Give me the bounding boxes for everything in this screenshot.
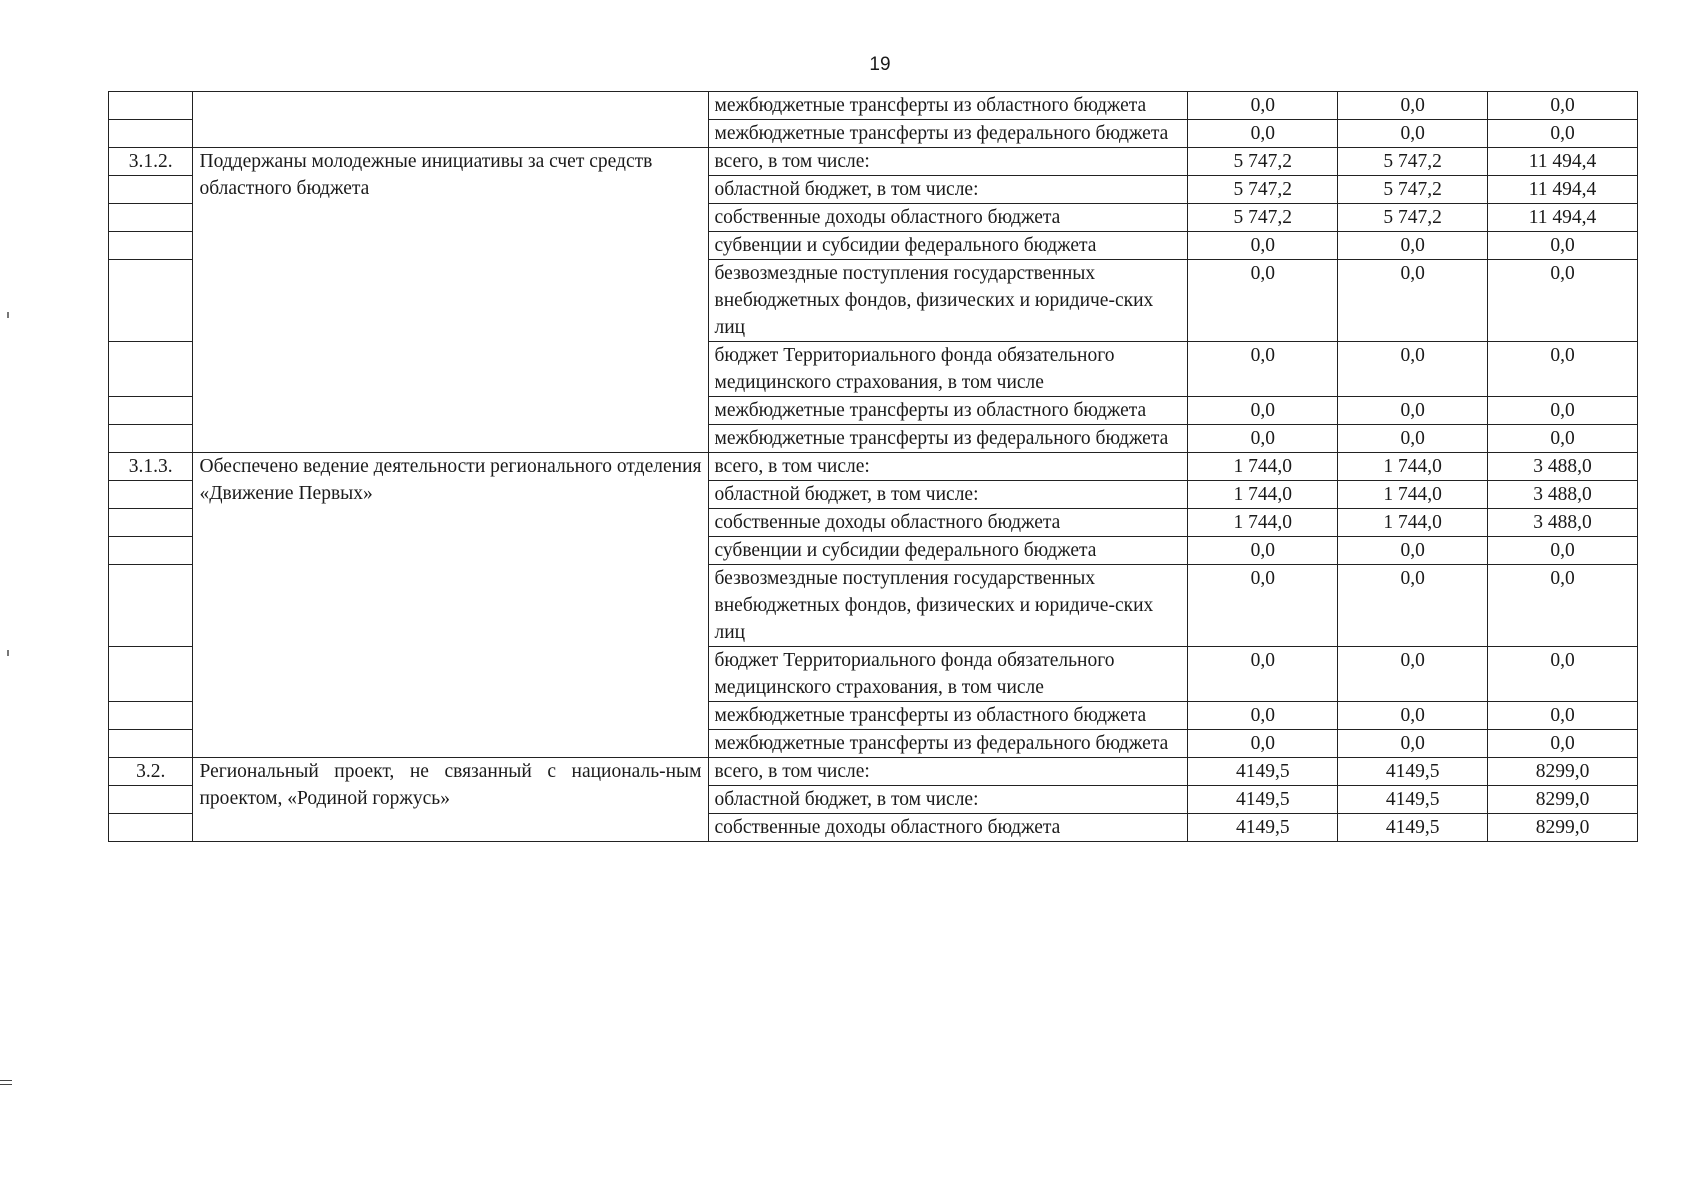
section-name: Обеспечено ведение деятельности регионального отделения «Движение Первых» — [193, 453, 708, 758]
table-row — [109, 148, 1638, 176]
value-cell-total: 11 494,4 — [1488, 176, 1638, 204]
value-cell-year1: 4149,5 — [1188, 758, 1338, 786]
value-cell-total: 0,0 — [1488, 342, 1638, 397]
section-name: Поддержаны молодежные инициативы за счет средств областного бюджета — [193, 148, 708, 453]
value-cell-year1: 0,0 — [1188, 647, 1338, 702]
funding-source-cell: областной бюджет, в том числе: — [708, 786, 1188, 814]
funding-source-cell: собственные доходы областного бюджета — [708, 204, 1188, 232]
value-cell-year2: 4149,5 — [1338, 814, 1488, 842]
value-cell-total: 11 494,4 — [1488, 204, 1638, 232]
scan-artifact — [0, 1080, 12, 1085]
value-cell-year2: 4149,5 — [1338, 758, 1488, 786]
row-number-cell — [109, 481, 193, 509]
funding-source-cell: межбюджетные трансферты из областного бюджета — [708, 92, 1188, 120]
section-number: 3.1.3. — [109, 453, 193, 481]
value-cell-year2: 5 747,2 — [1338, 148, 1488, 176]
table-row — [109, 453, 1638, 481]
value-cell-year1: 0,0 — [1188, 730, 1338, 758]
value-cell-year1: 4149,5 — [1188, 814, 1338, 842]
value-cell-year1: 1 744,0 — [1188, 481, 1338, 509]
funding-source-cell: всего, в том числе: — [708, 453, 1188, 481]
value-cell-year2: 5 747,2 — [1338, 176, 1488, 204]
row-number-cell — [109, 120, 193, 148]
value-cell-year2: 0,0 — [1338, 397, 1488, 425]
table-row — [109, 92, 1638, 120]
row-number-cell — [109, 509, 193, 537]
value-cell-total: 3 488,0 — [1488, 481, 1638, 509]
value-cell-year2: 0,0 — [1338, 565, 1488, 647]
value-cell-year1: 4149,5 — [1188, 786, 1338, 814]
value-cell-total: 8299,0 — [1488, 786, 1638, 814]
value-cell-year2: 1 744,0 — [1338, 481, 1488, 509]
row-number-cell — [109, 232, 193, 260]
value-cell-year2: 0,0 — [1338, 647, 1488, 702]
funding-source-cell: межбюджетные трансферты из федерального бюджета — [708, 730, 1188, 758]
value-cell-year2: 4149,5 — [1338, 786, 1488, 814]
row-number-cell — [109, 397, 193, 425]
value-cell-total: 0,0 — [1488, 647, 1638, 702]
funding-source-cell: собственные доходы областного бюджета — [708, 814, 1188, 842]
row-number-cell — [109, 342, 193, 397]
value-cell-year2: 1 744,0 — [1338, 453, 1488, 481]
funding-source-cell: межбюджетные трансферты из федерального бюджета — [708, 120, 1188, 148]
value-cell-year2: 0,0 — [1338, 342, 1488, 397]
funding-source-cell: безвозмездные поступления государственных внебюджетных фондов, физических и юридиче-ских лиц — [708, 565, 1188, 647]
value-cell-year1: 0,0 — [1188, 232, 1338, 260]
value-cell-total: 0,0 — [1488, 425, 1638, 453]
value-cell-total: 0,0 — [1488, 232, 1638, 260]
value-cell-total: 0,0 — [1488, 730, 1638, 758]
section-number: 3.2. — [109, 758, 193, 786]
value-cell-year2: 5 747,2 — [1338, 204, 1488, 232]
scan-artifact — [7, 312, 9, 318]
value-cell-total: 3 488,0 — [1488, 453, 1638, 481]
scan-artifact — [7, 650, 9, 656]
funding-source-cell: всего, в том числе: — [708, 758, 1188, 786]
value-cell-year1: 0,0 — [1188, 565, 1338, 647]
funding-source-cell: всего, в том числе: — [708, 148, 1188, 176]
funding-source-cell: областной бюджет, в том числе: — [708, 176, 1188, 204]
funding-source-cell: субвенции и субсидии федерального бюджета — [708, 232, 1188, 260]
row-number-cell — [109, 786, 193, 814]
funding-source-cell: бюджет Территориального фонда обязательного медицинского страхования, в том числе — [708, 647, 1188, 702]
value-cell-year2: 0,0 — [1338, 92, 1488, 120]
value-cell-total: 0,0 — [1488, 565, 1638, 647]
row-number-cell — [109, 260, 193, 342]
row-number-cell — [109, 730, 193, 758]
value-cell-year2: 0,0 — [1338, 120, 1488, 148]
section-number: 3.1.2. — [109, 148, 193, 176]
value-cell-year1: 5 747,2 — [1188, 176, 1338, 204]
value-cell-total: 0,0 — [1488, 92, 1638, 120]
value-cell-total: 11 494,4 — [1488, 148, 1638, 176]
row-number-cell — [109, 204, 193, 232]
section-name: Региональный проект, не связанный с националь-ным проектом, «Родиной горжусь» — [193, 758, 708, 842]
table-row — [109, 758, 1638, 786]
row-number-cell — [109, 647, 193, 702]
row-number-cell — [109, 565, 193, 647]
value-cell-year1: 0,0 — [1188, 425, 1338, 453]
row-name-cell — [193, 92, 708, 148]
value-cell-total: 3 488,0 — [1488, 509, 1638, 537]
value-cell-year1: 5 747,2 — [1188, 148, 1338, 176]
value-cell-year2: 0,0 — [1338, 730, 1488, 758]
value-cell-year1: 1 744,0 — [1188, 453, 1338, 481]
value-cell-total: 0,0 — [1488, 397, 1638, 425]
row-number-cell — [109, 814, 193, 842]
value-cell-year2: 1 744,0 — [1338, 509, 1488, 537]
row-number-cell — [109, 425, 193, 453]
value-cell-year2: 0,0 — [1338, 232, 1488, 260]
value-cell-year1: 0,0 — [1188, 260, 1338, 342]
value-cell-year2: 0,0 — [1338, 702, 1488, 730]
row-number-cell — [109, 92, 193, 120]
funding-source-cell: безвозмездные поступления государственных внебюджетных фондов, физических и юридиче-ских лиц — [708, 260, 1188, 342]
funding-source-cell: межбюджетные трансферты из областного бюджета — [708, 702, 1188, 730]
value-cell-total: 0,0 — [1488, 260, 1638, 342]
value-cell-year2: 0,0 — [1338, 260, 1488, 342]
value-cell-year1: 0,0 — [1188, 92, 1338, 120]
value-cell-year1: 1 744,0 — [1188, 509, 1338, 537]
value-cell-year2: 0,0 — [1338, 537, 1488, 565]
value-cell-year1: 5 747,2 — [1188, 204, 1338, 232]
value-cell-year1: 0,0 — [1188, 120, 1338, 148]
funding-source-cell: бюджет Территориального фонда обязательного медицинского страхования, в том числе — [708, 342, 1188, 397]
funding-source-cell: межбюджетные трансферты из областного бюджета — [708, 397, 1188, 425]
funding-source-cell: областной бюджет, в том числе: — [708, 481, 1188, 509]
row-number-cell — [109, 537, 193, 565]
value-cell-total: 0,0 — [1488, 120, 1638, 148]
page-number: 19 — [869, 54, 891, 75]
row-number-cell — [109, 176, 193, 204]
value-cell-year1: 0,0 — [1188, 342, 1338, 397]
value-cell-total: 8299,0 — [1488, 814, 1638, 842]
value-cell-year1: 0,0 — [1188, 537, 1338, 565]
funding-source-cell: субвенции и субсидии федерального бюджета — [708, 537, 1188, 565]
value-cell-year1: 0,0 — [1188, 397, 1338, 425]
value-cell-year1: 0,0 — [1188, 702, 1338, 730]
value-cell-total: 0,0 — [1488, 702, 1638, 730]
funding-source-cell: собственные доходы областного бюджета — [708, 509, 1188, 537]
funding-source-cell: межбюджетные трансферты из федерального бюджета — [708, 425, 1188, 453]
value-cell-total: 0,0 — [1488, 537, 1638, 565]
value-cell-total: 8299,0 — [1488, 758, 1638, 786]
budget-table — [108, 91, 1638, 842]
value-cell-year2: 0,0 — [1338, 425, 1488, 453]
row-number-cell — [109, 702, 193, 730]
